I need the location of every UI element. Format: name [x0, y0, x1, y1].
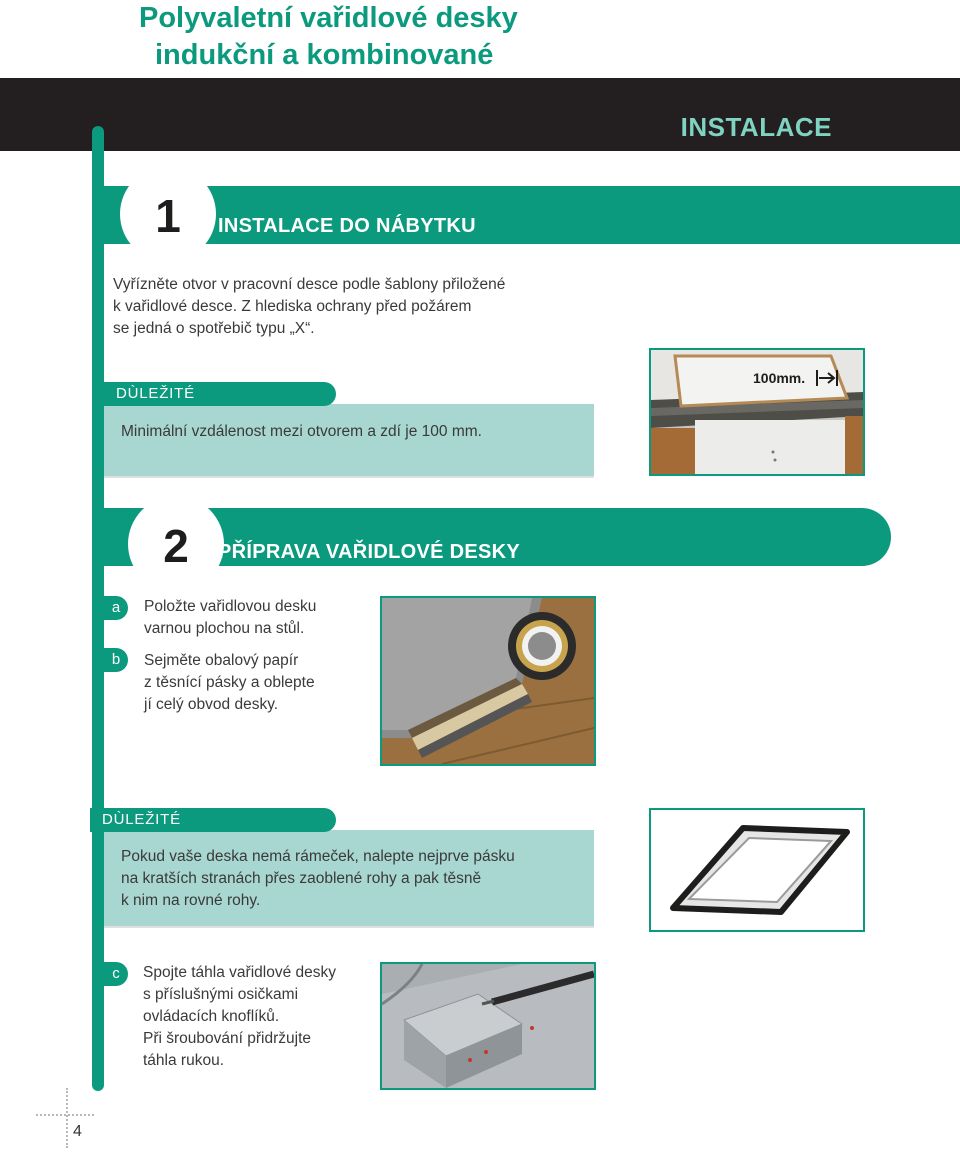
item-b-line: z těsnící pásky a oblepte — [144, 674, 315, 691]
step2-important-text — [121, 846, 591, 912]
section-label: INSTALACE — [680, 112, 832, 142]
item-c-line: ovládacích knoflíků. — [143, 1008, 280, 1025]
item-b-marker: b — [104, 648, 128, 672]
document-title — [139, 0, 659, 74]
item-c-line: táhla rukou. — [143, 1052, 224, 1069]
item-c-marker: c — [104, 962, 128, 986]
sealing-tape-photo — [380, 596, 596, 766]
control-rods-photo — [380, 962, 596, 1090]
countertop-cutout-illustration — [651, 350, 863, 474]
step2-heading: PŘÍPRAVA VAŘIDLOVÉ DESKY — [218, 541, 521, 563]
item-c-line: s příslušnými osičkami — [143, 986, 299, 1003]
item-b-line: jí celý obvod desky. — [144, 696, 279, 713]
item-c-text — [143, 962, 373, 1072]
page-number: 4 — [73, 1123, 82, 1140]
step2-important-line: na kratších stranách přes zaoblené rohy a pak těsně — [121, 870, 482, 887]
item-b-line: Sejměte obalový papír — [144, 652, 299, 669]
sealing-tape-illustration — [382, 598, 594, 764]
item-c-line: Při šroubování přidržujte — [143, 1030, 311, 1047]
step2-number-badge: 2 — [128, 496, 224, 592]
crop-mark-vertical — [66, 1088, 68, 1148]
title-line-1: Polyvaletní vařidlové desky — [139, 2, 518, 34]
item-a-line: Položte vařidlovou desku — [144, 598, 317, 615]
item-c-line: Spojte táhla vařidlové desky — [143, 964, 337, 981]
item-a-text — [144, 596, 374, 640]
left-accent-bar — [92, 126, 104, 1091]
hob-frame-diagram — [649, 808, 865, 932]
section-band — [0, 78, 960, 151]
distance-label: 100mm. — [753, 370, 806, 386]
control-rods-illustration — [382, 964, 594, 1088]
step2-important-line: k nim na rovné rohy. — [121, 892, 261, 909]
crop-mark-horizontal — [36, 1114, 94, 1116]
step1-important-label: DÙLEŽITÉ — [104, 382, 336, 406]
step1-paragraph — [113, 274, 573, 340]
step1-text-line: Vyřízněte otvor v pracovní desce podle šablony přiložené — [113, 276, 506, 293]
countertop-cutout-photo — [649, 348, 865, 476]
item-a-line: varnou plochou na stůl. — [144, 620, 305, 637]
item-b-text — [144, 650, 374, 716]
title-line-2: indukční a kombinované — [155, 39, 494, 71]
step2-important-line: Pokud vaše deska nemá rámeček, nalepte nejprve pásku — [121, 848, 515, 865]
step1-text-line: se jedná o spotřebič typu „X“. — [113, 320, 315, 337]
step1-text-line: k vařidlové desce. Z hlediska ochrany před požárem — [113, 298, 472, 315]
step1-number-badge: 1 — [120, 166, 216, 262]
step1-important-text: Minimální vzdálenost mezi otvorem a zdí je 100 mm. — [121, 423, 482, 440]
step2-important-label: DÙLEŽITÉ — [90, 808, 336, 832]
hob-frame-illustration — [651, 810, 863, 930]
item-a-marker: a — [104, 596, 128, 620]
step1-heading: INSTALACE DO NÁBYTKU — [218, 215, 476, 237]
